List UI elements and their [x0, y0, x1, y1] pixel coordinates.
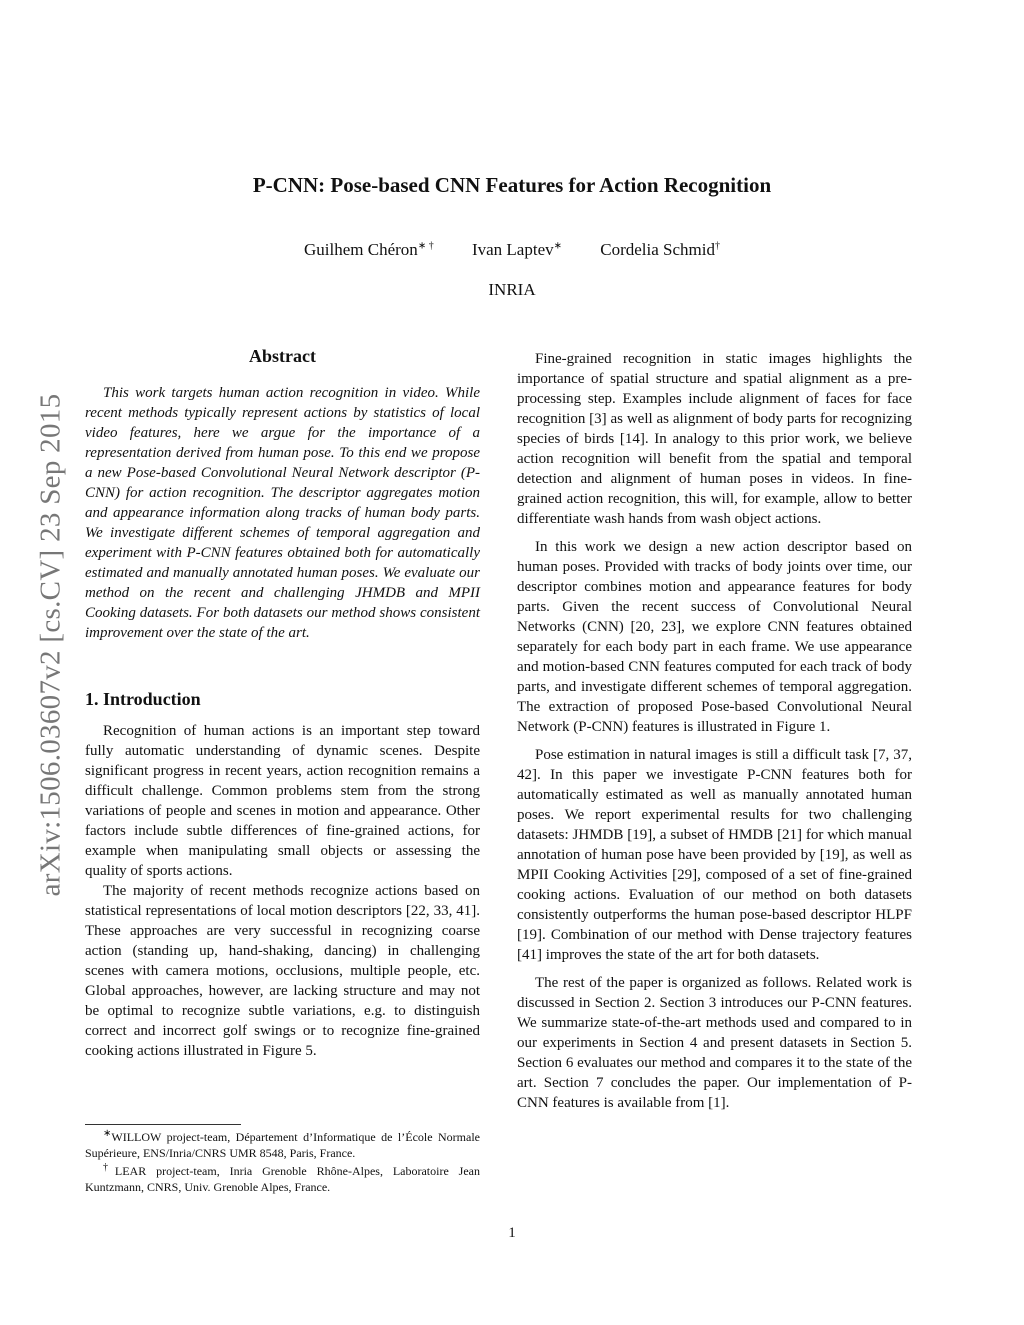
- body-paragraph: Pose estimation in natural images is still a difficult task [7, 37, 42]. In this paper we investigate P-CNN features both for automatically estimated as well as manually annotated human poses. We report experimental results for two challenging datasets: JHMDB [19], a subset of HMDB [21] for which manual annotation of human pose have been provided by [19], as well as MPII Cooking Activities [29], composed of a set of fine-grained cooking actions. Evaluation of our method on both datasets consistently outperforms the human pose-based descriptor HLPF [19]. Combination of our method with Dense trajectory features [41] improves the state of the art for both datasets.: [517, 747, 912, 963]
- footnote: †LEAR project-team, Inria Grenoble Rhône-Alpes, Laboratoire Jean Kuntzmann, CNRS, Univ. Grenoble Alpes, France.: [85, 1162, 480, 1194]
- footnotes: [85, 1129, 480, 1195]
- paper-title: P-CNN: Pose-based CNN Features for Action Recognition: [252, 173, 772, 197]
- abstract-heading: Abstract: [249, 346, 316, 366]
- left-column: [85, 346, 480, 1061]
- intro-paragraph: The majority of recent methods recognize actions based on statistical representations of local motion descriptors [22, 33, 41]. These approaches are very successful in recognizing coarse action (standing up, hand-shaking, dancing) in challenging scenes with camera motions, occlusions, multiple people, etc. Global approaches, however, are lacking structure and may not be optimal to recognize subtle variations, e.g. to distinguish correct and incorrect golf swings or to recognize fine-grained cooking actions illustrated in Figure 5.: [85, 883, 480, 1059]
- affiliation: INRIA: [488, 280, 536, 299]
- arxiv-sidebar: [30, 350, 72, 940]
- intro-paragraph: Recognition of human actions is an important step toward fully automatic understanding of dynamic scenes. Despite significant progress in recent years, action recognition remains a difficult challenge. Common problems stem from the strong variations of people and scenes in motion and appearance. Other factors include subtle differences of fine-grained actions, for example when manipulating small objects or assessing the quality of sports actions.: [85, 723, 480, 879]
- body-paragraph: Fine-grained recognition in static images highlights the importance of spatial structure and spatial alignment as a pre-processing step. Examples include alignment of faces for face recognition [3] as well as alignment of body parts for recognizing species of birds [14]. In analogy to this prior work, we believe action recognition will benefit from the spatial and temporal detection and alignment of human poses in videos. In fine-grained action recognition, this will, for example, allow to better differentiate wash hands from wash object actions.: [517, 351, 912, 527]
- page-number: 1: [508, 1225, 516, 1241]
- author: Cordelia Schmid†: [600, 240, 720, 259]
- body-paragraph: In this work we design a new action descriptor based on human poses. Provided with tracks of body joints over time, our descriptor combines motion and appearance features for body parts. Given the recent success of Convolutional Neural Networks (CNN) [20, 23], we explore CNN features obtained separately for each body part in each frame. We use appearance and motion-based CNN features computed for each track of body parts, and investigate different schemes of temporal aggregation. The extraction of proposed Pose-based Convolutional Neural Network (P-CNN) features is illustrated in Figure 1.: [517, 539, 912, 735]
- footnote: ∗WILLOW project-team, Département d’Informatique de l’École Normale Supérieure, ENS/Inria/CNRS UMR 8548, Paris, France.: [85, 1128, 480, 1160]
- intro-heading: 1. Introduction: [85, 689, 201, 709]
- author: Guilhem Chéron∗ †: [304, 240, 434, 259]
- right-column: [517, 349, 912, 1113]
- author-list: [0, 240, 1024, 260]
- author: Ivan Laptev∗: [471, 240, 562, 259]
- arxiv-id: arXiv:1506.03607v2 [cs.CV] 23 Sep 2015: [34, 393, 67, 897]
- abstract-text: This work targets human action recognition in video. While recent methods typically represent actions by statistics of local video features, here we argue for the importance of a representation derived from human pose. To this end we propose a new Pose-based Convolutional Neural Network descriptor (P-CNN) for action recognition. The descriptor aggregates motion and appearance information along tracks of human body parts. We investigate different schemes of temporal aggregation and experiment with P-CNN features obtained both for automatically estimated and manually annotated human poses. We evaluate our method on the recent and challenging JHMDB and MPII Cooking datasets. For both datasets our method shows consistent improvement over the state of the art.: [85, 385, 480, 641]
- body-paragraph: The rest of the paper is organized as follows. Related work is discussed in Section 2. Section 3 introduces our P-CNN features. We summarize state-of-the-art methods used and compared to in our experiments in Section 4 and present datasets in Section 5. Section 6 evaluates our method and compares it to the state of the art. Section 7 concludes the paper. Our implementation of P-CNN features is available from [1].: [517, 975, 912, 1111]
- footnote-rule: [85, 1124, 241, 1125]
